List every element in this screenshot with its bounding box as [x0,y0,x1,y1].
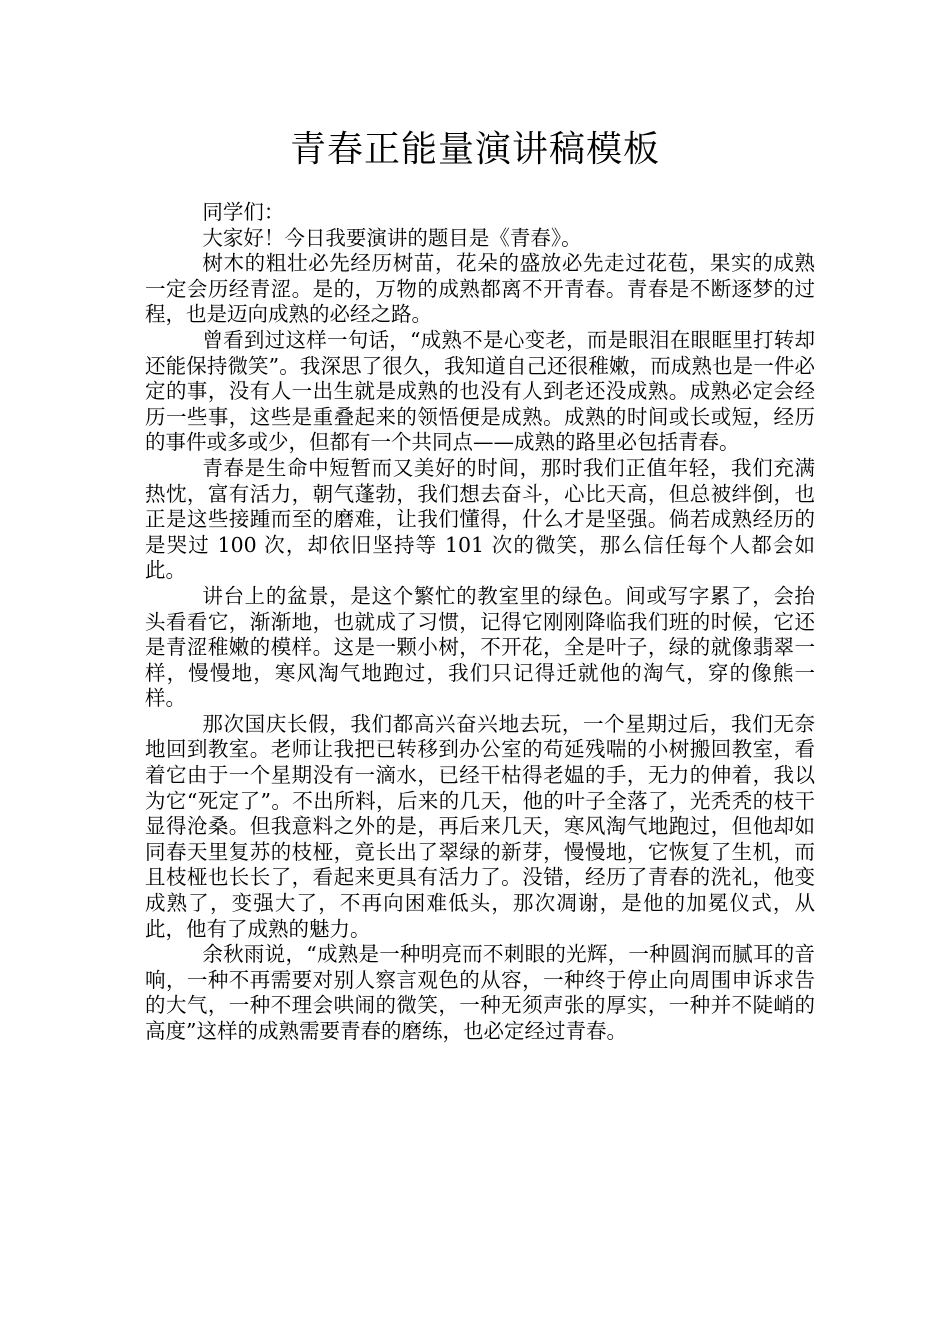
paragraph: 曾看到过这样一句话，“成熟不是心变老，而是眼泪在眼眶里打转却还能保持微笑”。我深思了很久，我知道自己还很稚嫩，而成熟也是一件必定的事，没有人一出生就是成熟的也没有人到老还没成熟。成熟必定会经历一些事，这些是重叠起来的领悟便是成熟。成熟的时间或长或短，经历的事件或多或少，但都有一个共同点——成熟的路里必包括青春。 [145,327,815,455]
document-title: 青春正能量演讲稿模板 [289,129,660,170]
document-body [145,200,815,1045]
paragraph: 树木的粗壮必先经历树苗，花朵的盛放必先走过花苞，果实的成熟一定会历经青涩。是的，万物的成熟都离不开青春。青春是不断逐梦的过程，也是迈向成熟的必经之路。 [145,251,815,327]
paragraph: 余秋雨说，“成熟是一种明亮而不刺眼的光辉，一种圆润而腻耳的音响，一种不再需要对别人察言观色的从容，一种终于停止向周围申诉求告的大气，一种不理会哄闹的微笑，一种无须声张的厚实，一种并不陡峭的高度”这样的成熟需要青春的磨练，也必定经过青春。 [145,942,815,1043]
paragraph: 讲台上的盆景，是这个繁忙的教室里的绿色。间或写字累了，会抬头看看它，渐渐地，也就成了习惯，记得它刚刚降临我们班的时候，它还是青涩稚嫩的模样。这是一颗小树，不开花，全是叶子，绿的就像翡翠一样，慢慢地，寒风淘气地跑过，我们只记得迁就他的淘气，穿的像熊一样。 [145,583,815,711]
paragraph: 青春是生命中短暂而又美好的时间，那时我们正值年轻，我们充满热忱，富有活力，朝气蓬勃，我们想去奋斗，心比天高，但总被绊倒，也正是这些接踵而至的磨难，让我们懂得，什么才是坚强。倘若成熟经历的是哭过 100 次，却依旧坚持等 101 次的微笑，那么信任每个人都会如此。 [145,455,815,583]
paragraph: 那次国庆长假，我们都高兴奋兴地去玩，一个星期过后，我们无奈地回到教室。老师让我把已转移到办公室的苟延残喘的小树搬回教室，看着它由于一个星期没有一滴水，已经干枯得老媪的手，无力的伸着，我以为它“死定了”。不出所料，后来的几天，他的叶子全落了，光秃秃的枝干显得沧桑。但我意料之外的是，再后来几天，寒风淘气地跑过，但他却如同春天里复苏的枝桠，竟长出了翠绿的新芽，慢慢地，它恢复了生机，而且枝桠也长长了，看起来更具有活力了。没错，经历了青春的洗礼，他变成熟了，变强大了，不再向困难低头，那次凋谢，是他的加冕仪式，从此，他有了成熟的魅力。 [145,711,815,941]
paragraph-salutation: 同学们： [202,200,285,224]
paragraph-greeting: 大家好！今日我要演讲的题目是《青春》。 [202,225,582,250]
